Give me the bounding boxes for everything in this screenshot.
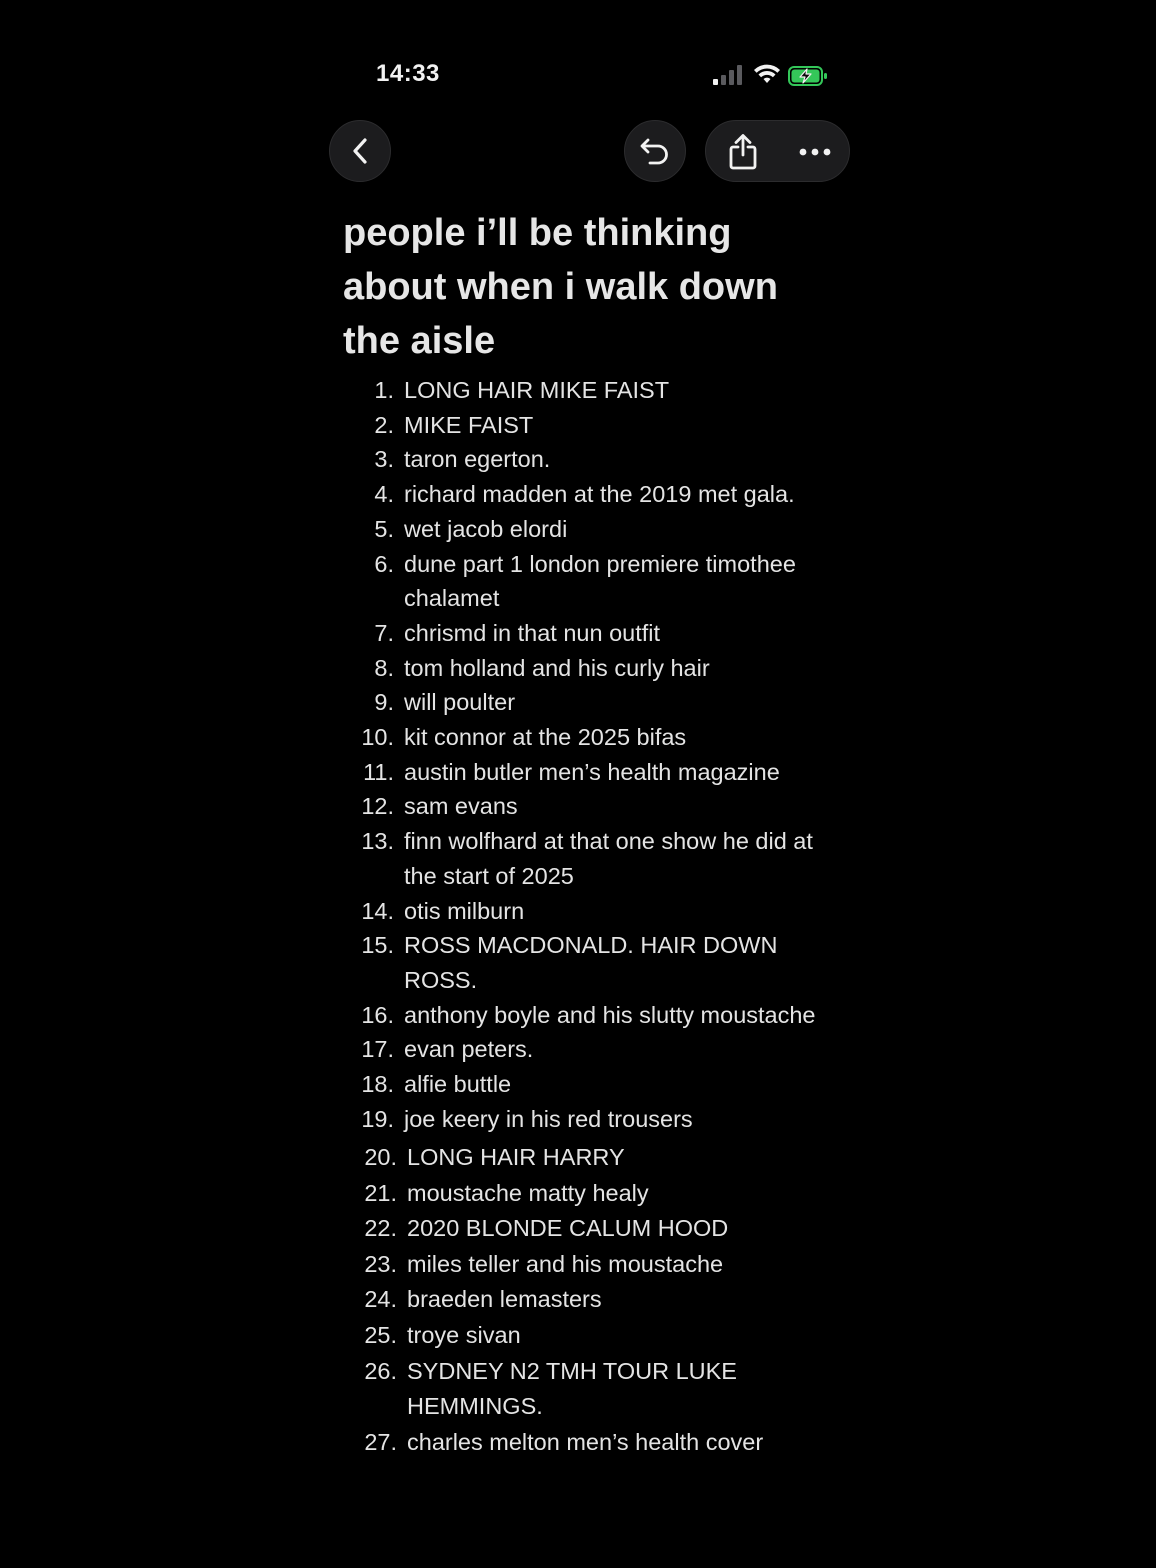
list-number: 11. [363,758,394,785]
list-item [343,408,843,443]
list-number: 19. [361,1105,394,1132]
list-item [343,1247,843,1283]
list-item [343,685,843,720]
list-text: otis milburn [404,897,525,924]
list-number: 16. [361,1001,394,1028]
cellular-signal-icon [712,64,742,86]
list-number: 13. [361,828,394,855]
list-text: joe keery in his red trousers [404,1105,693,1132]
list-item [343,512,843,547]
list-text: anthony boyle and his slutty moustache [404,1001,816,1028]
status-time: 14:33 [376,60,440,87]
undo-button[interactable] [624,120,686,182]
list-item [343,373,843,408]
list-number: 9. [374,689,394,716]
list-number: 22. [364,1215,397,1242]
list-number: 17. [361,1036,394,1063]
status-icons [712,64,828,88]
list-number: 6. [374,550,394,577]
list-item [343,651,843,686]
list-number: 21. [364,1179,397,1206]
list-text: kit connor at the 2025 bifas [404,724,687,751]
list-item [343,928,843,997]
list-item [343,789,843,824]
chevron-left-icon [348,136,372,166]
list-number: 20. [364,1144,397,1170]
list-number: 26. [364,1357,397,1384]
list-number: 10. [361,724,394,751]
list-item [343,1176,843,1212]
list-number: 14. [361,897,394,924]
list-text: MIKE FAIST [404,411,534,438]
list-number: 7. [374,619,394,646]
list-number: 3. [374,446,394,473]
list-number: 4. [374,481,394,508]
list-item [343,1425,843,1461]
list-text: LONG HAIR HARRY [407,1144,625,1170]
ellipsis-icon [798,147,832,157]
list-item [343,1102,843,1137]
list-text: wet jacob elordi [404,515,568,542]
list-item [343,477,843,512]
actions-pill [705,120,850,182]
list-number: 18. [361,1071,394,1098]
list-number: 8. [374,654,394,681]
list-item [343,894,843,929]
list-text: charles melton men’s health cover [407,1428,764,1455]
share-button[interactable] [720,129,766,175]
list-item [343,720,843,755]
list-text: sam evans [404,793,518,820]
list-number: 25. [364,1321,397,1348]
list-number: 2. [374,411,394,438]
list-text: finn wolfhard at that one show he did at the start of 2025 [404,828,813,889]
list-item [343,755,843,790]
note-list-continued[interactable] [343,1140,843,1460]
share-icon [727,133,759,171]
more-button[interactable] [792,129,838,175]
list-text: moustache matty healy [407,1179,649,1206]
list-text: LONG HAIR MIKE FAIST [404,377,670,403]
note-title[interactable]: people i’ll be thinking about when i walk down the aisle [343,212,778,362]
note-list[interactable] [343,373,843,1136]
list-text: will poulter [404,689,516,716]
list-item [343,547,843,616]
list-item [343,616,843,651]
back-button[interactable] [329,120,391,182]
list-text: miles teller and his moustache [407,1250,724,1277]
list-number: 27. [364,1428,397,1455]
list-text: ROSS MACDONALD. HAIR DOWN ROSS. [404,932,778,993]
wifi-icon [752,64,782,86]
list-text: evan peters. [404,1036,534,1063]
list-item [343,1318,843,1354]
list-text: richard madden at the 2019 met gala. [404,481,795,508]
list-number: 12. [361,793,394,820]
list-text: troye sivan [407,1321,521,1348]
list-item [343,1067,843,1102]
list-item [343,1282,843,1318]
undo-icon [638,136,672,166]
list-number: 23. [364,1250,397,1277]
list-text: chrismd in that nun outfit [404,619,661,646]
list-text: 2020 BLONDE CALUM HOOD [407,1215,729,1242]
list-text: taron egerton. [404,446,551,473]
list-text: braeden lemasters [407,1286,602,1313]
list-item [343,442,843,477]
list-item [343,824,843,893]
list-text: SYDNEY N2 TMH TOUR LUKE HEMMINGS. [407,1357,737,1420]
list-text: alfie buttle [404,1071,512,1098]
list-item [343,1140,843,1176]
list-number: 5. [374,515,394,542]
list-item [343,998,843,1033]
list-number: 24. [364,1286,397,1313]
list-item [343,1354,843,1425]
list-number: 1. [374,377,394,403]
list-text: dune part 1 london premiere timothee chalamet [404,550,796,612]
battery-charging-icon [788,66,828,86]
list-item [343,1211,843,1247]
list-text: tom holland and his curly hair [404,654,710,681]
list-item [343,1032,843,1067]
list-number: 15. [361,932,394,959]
list-text: austin butler men’s health magazine [404,758,780,785]
